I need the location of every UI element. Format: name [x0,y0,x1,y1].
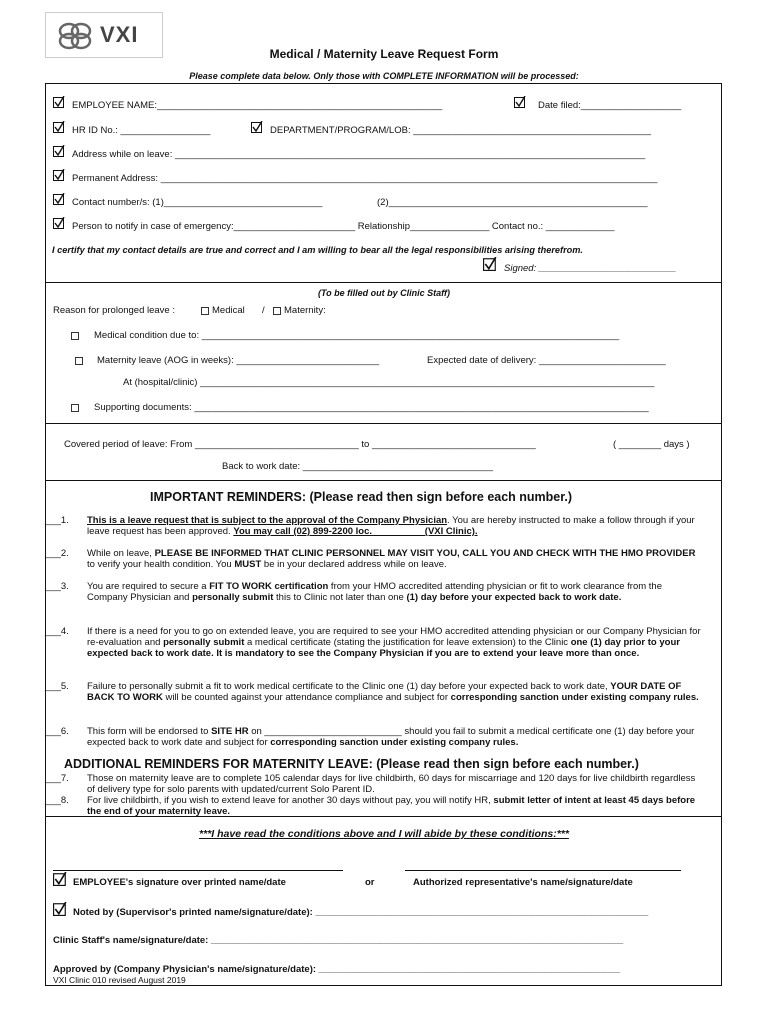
reason-maternity-label: Maternity: [284,305,326,316]
reminder-8: For live childbirth, if you wish to extend leave for another 30 days without pay, you will notify HR, submit letter of intent at least 45 days before the end of your maternity leave. [87,795,696,817]
reminder-number[interactable]: ___1. [45,515,69,526]
reminder-number[interactable]: ___2. [45,548,69,559]
noted-by-field[interactable]: Noted by (Supervisor's printed name/signature/date): _______________________________________________________________ [73,907,649,918]
clinic-staff-note: (To be filled out by Clinic Staff) [318,288,450,298]
expected-delivery-field[interactable]: Expected date of delivery: ________________________ [427,355,666,366]
emergency-contact-field[interactable]: Person to notify in case of emergency:_______________________ Relationship_______________ Contact no.: _____________ [72,221,615,232]
reminder-number[interactable]: ___4. [45,626,69,637]
checkbox-checked-icon[interactable] [53,872,67,886]
footer-revision: VXI Clinic 010 revised August 2019 [53,975,186,985]
address-on-leave-field[interactable]: Address while on leave: _________________________________________________________________________________________ [72,149,646,160]
checkbox-checked-icon[interactable] [53,217,65,229]
section-divider [45,480,722,481]
back-to-work-field[interactable]: Back to work date: ____________________________________ [222,461,493,472]
reminder-6: This form will be endorsed to SITE HR on __________________________ should you fail to submit a medical certificate one (1) day before your expected back to work date and subject for corresponding sanction under existing company rules. [87,726,695,748]
reminder-number[interactable]: ___6. [45,726,69,737]
form-title: Medical / Maternity Leave Request Form [269,47,499,61]
authorized-rep-label: Authorized representative's name/signature/date [413,877,633,888]
signed-field[interactable]: Signed: __________________________ [504,263,677,274]
days-field[interactable]: ( ________ days ) [613,439,690,450]
employee-signature-line[interactable] [53,870,343,871]
supporting-docs-checkbox[interactable] [71,404,79,412]
reminder-1: This is a leave request that is subject to the approval of the Company Physician. You are hereby instructed to make a follow through if your leave request has been approved. You may call (02) 899-2200 loc. (VXI Clinic). [87,515,695,537]
reminder-4: If there is a need for you to go on extended leave, you are required to see your HMO accredited attending physician or our Company Physician for re-evaluation and personally submit a medical certificate (stating the justification for leave extension) to the Clinic one (1) day prior to your expected back to work date. It is mandatory to see the Company Physician if you are to extend your leave more than once. [87,626,701,659]
department-field[interactable]: DEPARTMENT/PROGRAM/LOB: _____________________________________________ [270,125,651,136]
maternity-checkbox[interactable] [273,307,281,315]
checkbox-checked-icon[interactable] [53,96,65,108]
maternity-leave-checkbox[interactable] [75,357,83,365]
clinic-staff-signature-field[interactable]: Clinic Staff's name/signature/date: ______________________________________________________________________________ [53,935,624,946]
reason-separator: / [262,305,265,316]
contact-number-2-field[interactable]: (2)_________________________________________________ [377,197,648,208]
reminders-heading: IMPORTANT REMINDERS: (Please read then sign before each number.) [150,490,573,504]
checkbox-checked-icon[interactable] [53,121,65,133]
reason-label: Reason for prolonged leave : [53,305,175,316]
section-divider [45,423,722,424]
reminder-number[interactable]: ___5. [45,681,69,692]
form-subtitle: Please complete data below. Only those with COMPLETE INFORMATION will be processed: [189,71,579,81]
medical-condition-checkbox[interactable] [71,332,79,340]
checkbox-checked-icon[interactable] [483,257,497,271]
reminder-5: Failure to personally submit a fit to work medical certificate to the Clinic one (1) day before your expected back to work date, YOUR DATE OF BACK TO WORK will be counted against your attendance compliance and subject for corresponding sanction under existing company rules. [87,681,699,703]
date-filed-field[interactable]: Date filed:___________________ [538,100,682,111]
section-divider [45,282,722,283]
hospital-field[interactable]: At (hospital/clinic) ______________________________________________________________________________________ [123,377,655,388]
reminder-number[interactable]: ___7. [45,773,69,784]
reminder-number[interactable]: ___3. [45,581,69,592]
reminder-7: Those on maternity leave are to complete 105 calendar days for live childbirth, 60 days for miscarriage and 120 days for live childbirth regardless of delivery type for solo parents with updated/current Solo Parent ID. [87,773,696,795]
permanent-address-field[interactable]: Permanent Address: ______________________________________________________________________________________________ [72,173,658,184]
medical-checkbox[interactable] [201,307,209,315]
maternity-leave-field[interactable]: Maternity leave (AOG in weeks): ___________________________ [97,355,380,366]
checkbox-checked-icon[interactable] [53,193,65,205]
logo-text: VXI [100,22,139,47]
authorized-signature-line[interactable] [405,870,681,871]
checkbox-checked-icon[interactable] [53,169,65,181]
covered-period-field[interactable]: Covered period of leave: From _______________________________ to _______________________________ [64,439,536,450]
maternity-reminders-heading: ADDITIONAL REMINDERS FOR MATERNITY LEAVE: (Please read then sign before each number.) [64,757,639,771]
employee-name-field[interactable]: EMPLOYEE NAME:______________________________________________________ [72,100,443,111]
hr-id-field[interactable]: HR ID No.: _________________ [72,125,211,136]
medical-condition-field[interactable]: Medical condition due to: _______________________________________________________________________________ [94,330,620,341]
contact-number-1-field[interactable]: Contact number/s: (1)______________________________ [72,197,323,208]
or-label: or [365,877,375,888]
reminder-3: You are required to secure a FIT TO WORK certification from your HMO accredited attending physician or fit to work clearance from the Company Physician and personally submit this to Clinic not later than one (1) day before your expected back to work date. [87,581,662,603]
supporting-docs-field[interactable]: Supporting documents: ______________________________________________________________________________________ [94,402,649,413]
certify-statement: I certify that my contact details are true and correct and I am willing to bear all the legal responsibilities arising therefrom. [52,245,583,255]
reason-medical-label: Medical [212,305,245,316]
abide-statement: ***I have read the conditions above and I will abide by these conditions:*** [199,828,569,840]
approved-by-field[interactable]: Approved by (Company Physician's name/signature/date): _________________________________________________________ [53,964,620,975]
employee-signature-label: EMPLOYEE's signature over printed name/date [73,877,286,888]
checkbox-checked-icon[interactable] [251,121,263,133]
reminder-2: While on leave, PLEASE BE INFORMED THAT CLINIC PERSONNEL MAY VISIT YOU, CALL YOU AND CHECK WITH THE HMO PROVIDER to verify your health condition. You MUST be in your declared address while on leave. [87,548,696,570]
checkbox-checked-icon[interactable] [514,96,526,108]
reminder-number[interactable]: ___8. [45,795,69,806]
checkbox-checked-icon[interactable] [53,902,67,916]
checkbox-checked-icon[interactable] [53,145,65,157]
